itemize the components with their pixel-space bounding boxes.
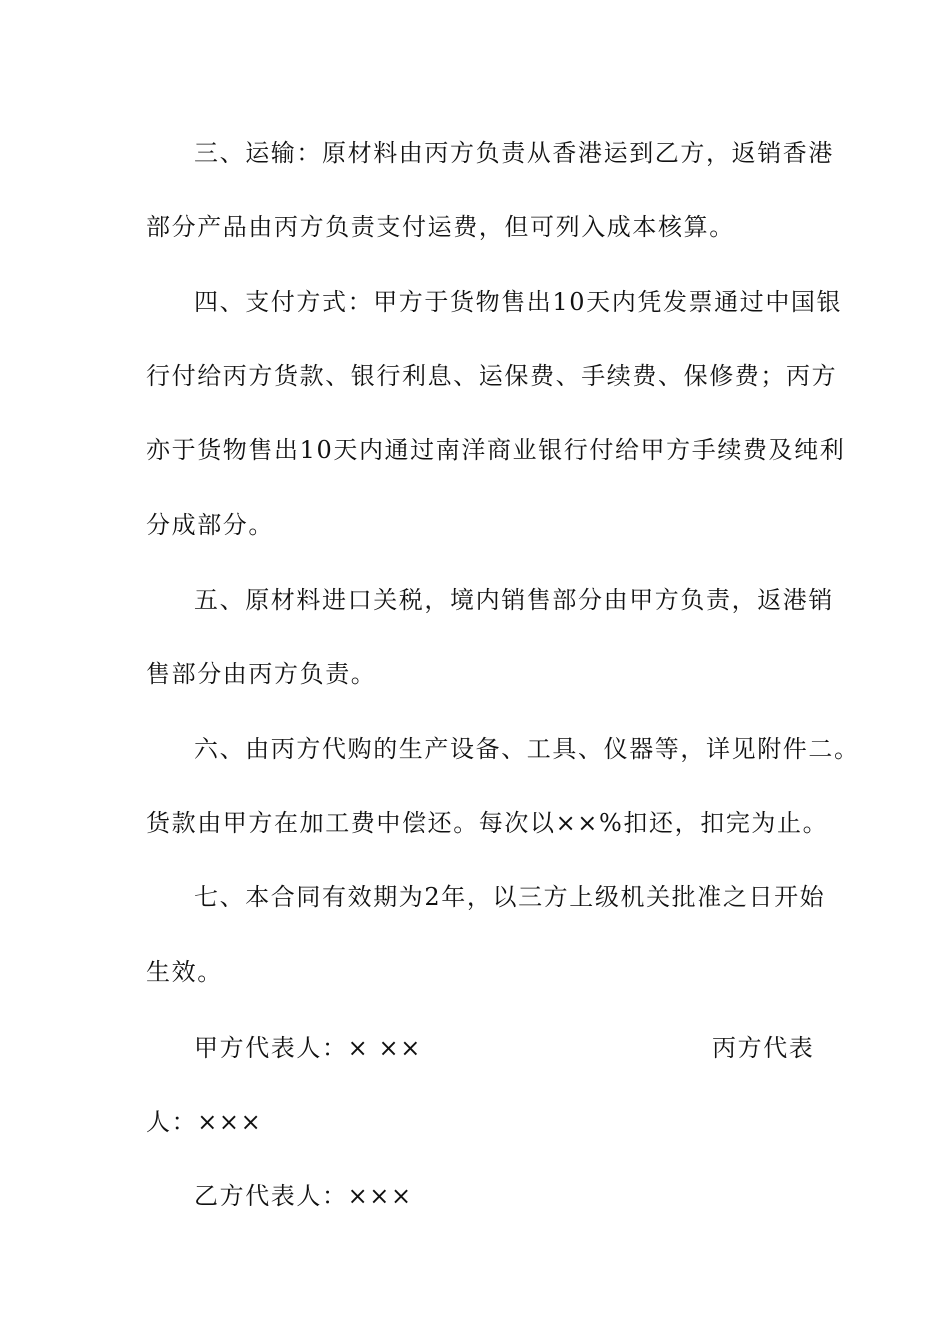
party-c-representative-start: 丙方代表 bbox=[712, 1034, 815, 1062]
clause-6-line-2: 货款由甲方在加工费中偿还。每次以××%扣还，扣完为止。 bbox=[146, 809, 829, 837]
clause-3-line-1: 三、运输：原材料由丙方负责从香港运到乙方，返销香港 bbox=[194, 139, 834, 167]
clause-4-line-4: 分成部分。 bbox=[146, 511, 274, 539]
party-b-representative: 乙方代表人：××× bbox=[194, 1182, 413, 1210]
clause-4-line-3: 亦于货物售出10天内通过南洋商业银行付给甲方手续费及纯利 bbox=[146, 436, 846, 464]
clause-6-line-1: 六、由丙方代购的生产设备、工具、仪器等，详见附件二。 bbox=[194, 735, 860, 763]
clause-5-line-1: 五、原材料进口关税，境内销售部分由甲方负责，返港销 bbox=[194, 586, 834, 614]
clause-3-line-2: 部分产品由丙方负责支付运费，但可列入成本核算。 bbox=[146, 213, 735, 241]
clause-5-line-2: 售部分由丙方负责。 bbox=[146, 660, 377, 688]
party-c-representative-end: 人：××× bbox=[146, 1108, 263, 1136]
clause-4-line-1: 四、支付方式：甲方于货物售出10天内凭发票通过中国银 bbox=[194, 288, 843, 316]
party-a-representative: 甲方代表人：× ×× bbox=[194, 1034, 422, 1062]
clause-7-line-1: 七、本合同有效期为2年，以三方上级机关批准之日开始 bbox=[194, 883, 826, 911]
clause-4-line-2: 行付给丙方货款、银行利息、运保费、手续费、保修费；丙方 bbox=[146, 362, 838, 390]
clause-7-line-2: 生效。 bbox=[146, 958, 223, 986]
